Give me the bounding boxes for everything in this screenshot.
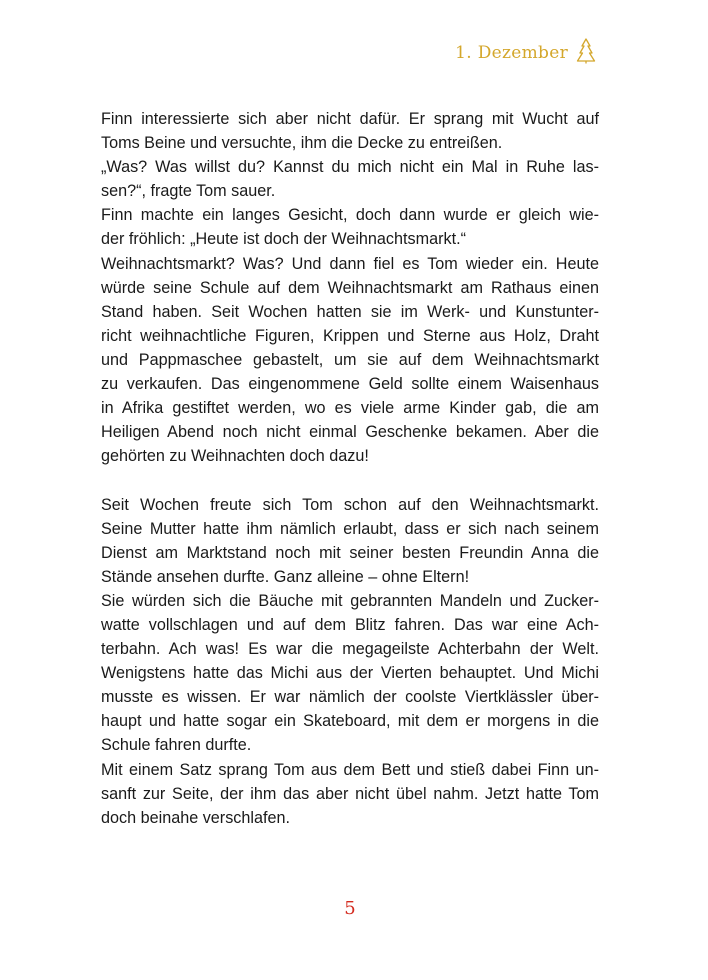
text-line: gehörten zu Weihnachten doch dazu! bbox=[101, 447, 369, 466]
text-line: doch beinahe verschlafen. bbox=[101, 808, 290, 827]
paragraph bbox=[101, 589, 599, 758]
text-line: sanft zur Seite, der ihm das aber nicht übel nahm. Jetzt hatte Tom bbox=[101, 784, 599, 803]
text-line: Dienst am Marktstand noch mit seiner besten Freundin Anna die bbox=[101, 543, 599, 562]
paragraph-break bbox=[101, 468, 599, 492]
paragraph bbox=[101, 107, 599, 155]
text-line: watte vollschlagen und auf dem Blitz fahren. Das war eine Ach- bbox=[101, 615, 599, 634]
page-number: 5 bbox=[344, 898, 356, 919]
text-line: Wenigstens hatte das Michi aus der Vierten behauptet. Und Michi bbox=[101, 664, 599, 683]
text-line: terbahn. Ach was! Es war die megageilste Achterbahn der Welt. bbox=[101, 640, 599, 659]
text-line: Weihnachtsmarkt? Was? Und dann fiel es Tom wieder ein. Heute bbox=[101, 254, 599, 273]
chapter-title: 1. Dezember bbox=[455, 43, 568, 63]
text-line: in Afrika gestiftet werden, wo es viele arme Kinder gab, die am bbox=[101, 399, 599, 418]
text-line: Finn machte ein langes Gesicht, doch dann wurde er gleich wie- bbox=[101, 206, 599, 225]
text-line: richt weihnachtliche Figuren, Krippen und Sterne aus Holz, Draht bbox=[101, 326, 599, 345]
text-line: würde seine Schule auf dem Weihnachtsmarkt am Rathaus einen bbox=[101, 278, 599, 297]
text-line: „Was? Was willst du? Kannst du mich nicht ein Mal in Ruhe las- bbox=[101, 158, 599, 177]
story-text bbox=[101, 107, 599, 830]
text-line: und Pappmaschee gebastelt, um sie auf dem Weihnachtsmarkt bbox=[101, 350, 599, 369]
text-line: Mit einem Satz sprang Tom aus dem Bett und stieß dabei Finn un- bbox=[101, 760, 599, 779]
text-line: musste es wissen. Er war nämlich der coolste Viertklässler über- bbox=[101, 688, 599, 707]
paragraph bbox=[101, 252, 599, 469]
text-line: Stände ansehen durfte. Ganz alleine – ohne Eltern! bbox=[101, 567, 470, 586]
paragraph bbox=[101, 203, 599, 251]
text-line: Seit Wochen freute sich Tom schon auf den Weihnachtsmarkt. bbox=[101, 495, 599, 514]
text-line: Stand haben. Seit Wochen hatten sie im Werk- und Kunstunter- bbox=[101, 302, 599, 321]
text-line: Toms Beine und versuchte, ihm die Decke zu entreißen. bbox=[101, 134, 503, 153]
text-line: Sie würden sich die Bäuche mit gebrannten Mandeln und Zucker- bbox=[101, 591, 599, 610]
text-line: Heiligen Abend noch nicht einmal Geschenke bekamen. Aber die bbox=[101, 423, 599, 442]
text-line: Schule fahren durfte. bbox=[101, 736, 252, 755]
paragraph bbox=[101, 493, 599, 589]
text-line: Finn interessierte sich aber nicht dafür. Er sprang mit Wucht auf bbox=[101, 110, 599, 128]
chapter-header bbox=[455, 42, 596, 64]
text-line: der fröhlich: „Heute ist doch der Weihnachtsmarkt.“ bbox=[101, 230, 466, 249]
text-line: haupt und hatte sogar ein Skateboard, mit dem er morgens in die bbox=[101, 712, 599, 731]
text-line: zu verkaufen. Das eingenommene Geld sollte einem Waisenhaus bbox=[101, 375, 599, 394]
text-line: sen?“, fragte Tom sauer. bbox=[101, 182, 276, 201]
paragraph bbox=[101, 155, 599, 203]
text-line: Seine Mutter hatte ihm nämlich erlaubt, dass er sich nach seinem bbox=[101, 519, 599, 538]
christmas-tree-icon bbox=[576, 38, 596, 64]
paragraph bbox=[101, 758, 599, 830]
